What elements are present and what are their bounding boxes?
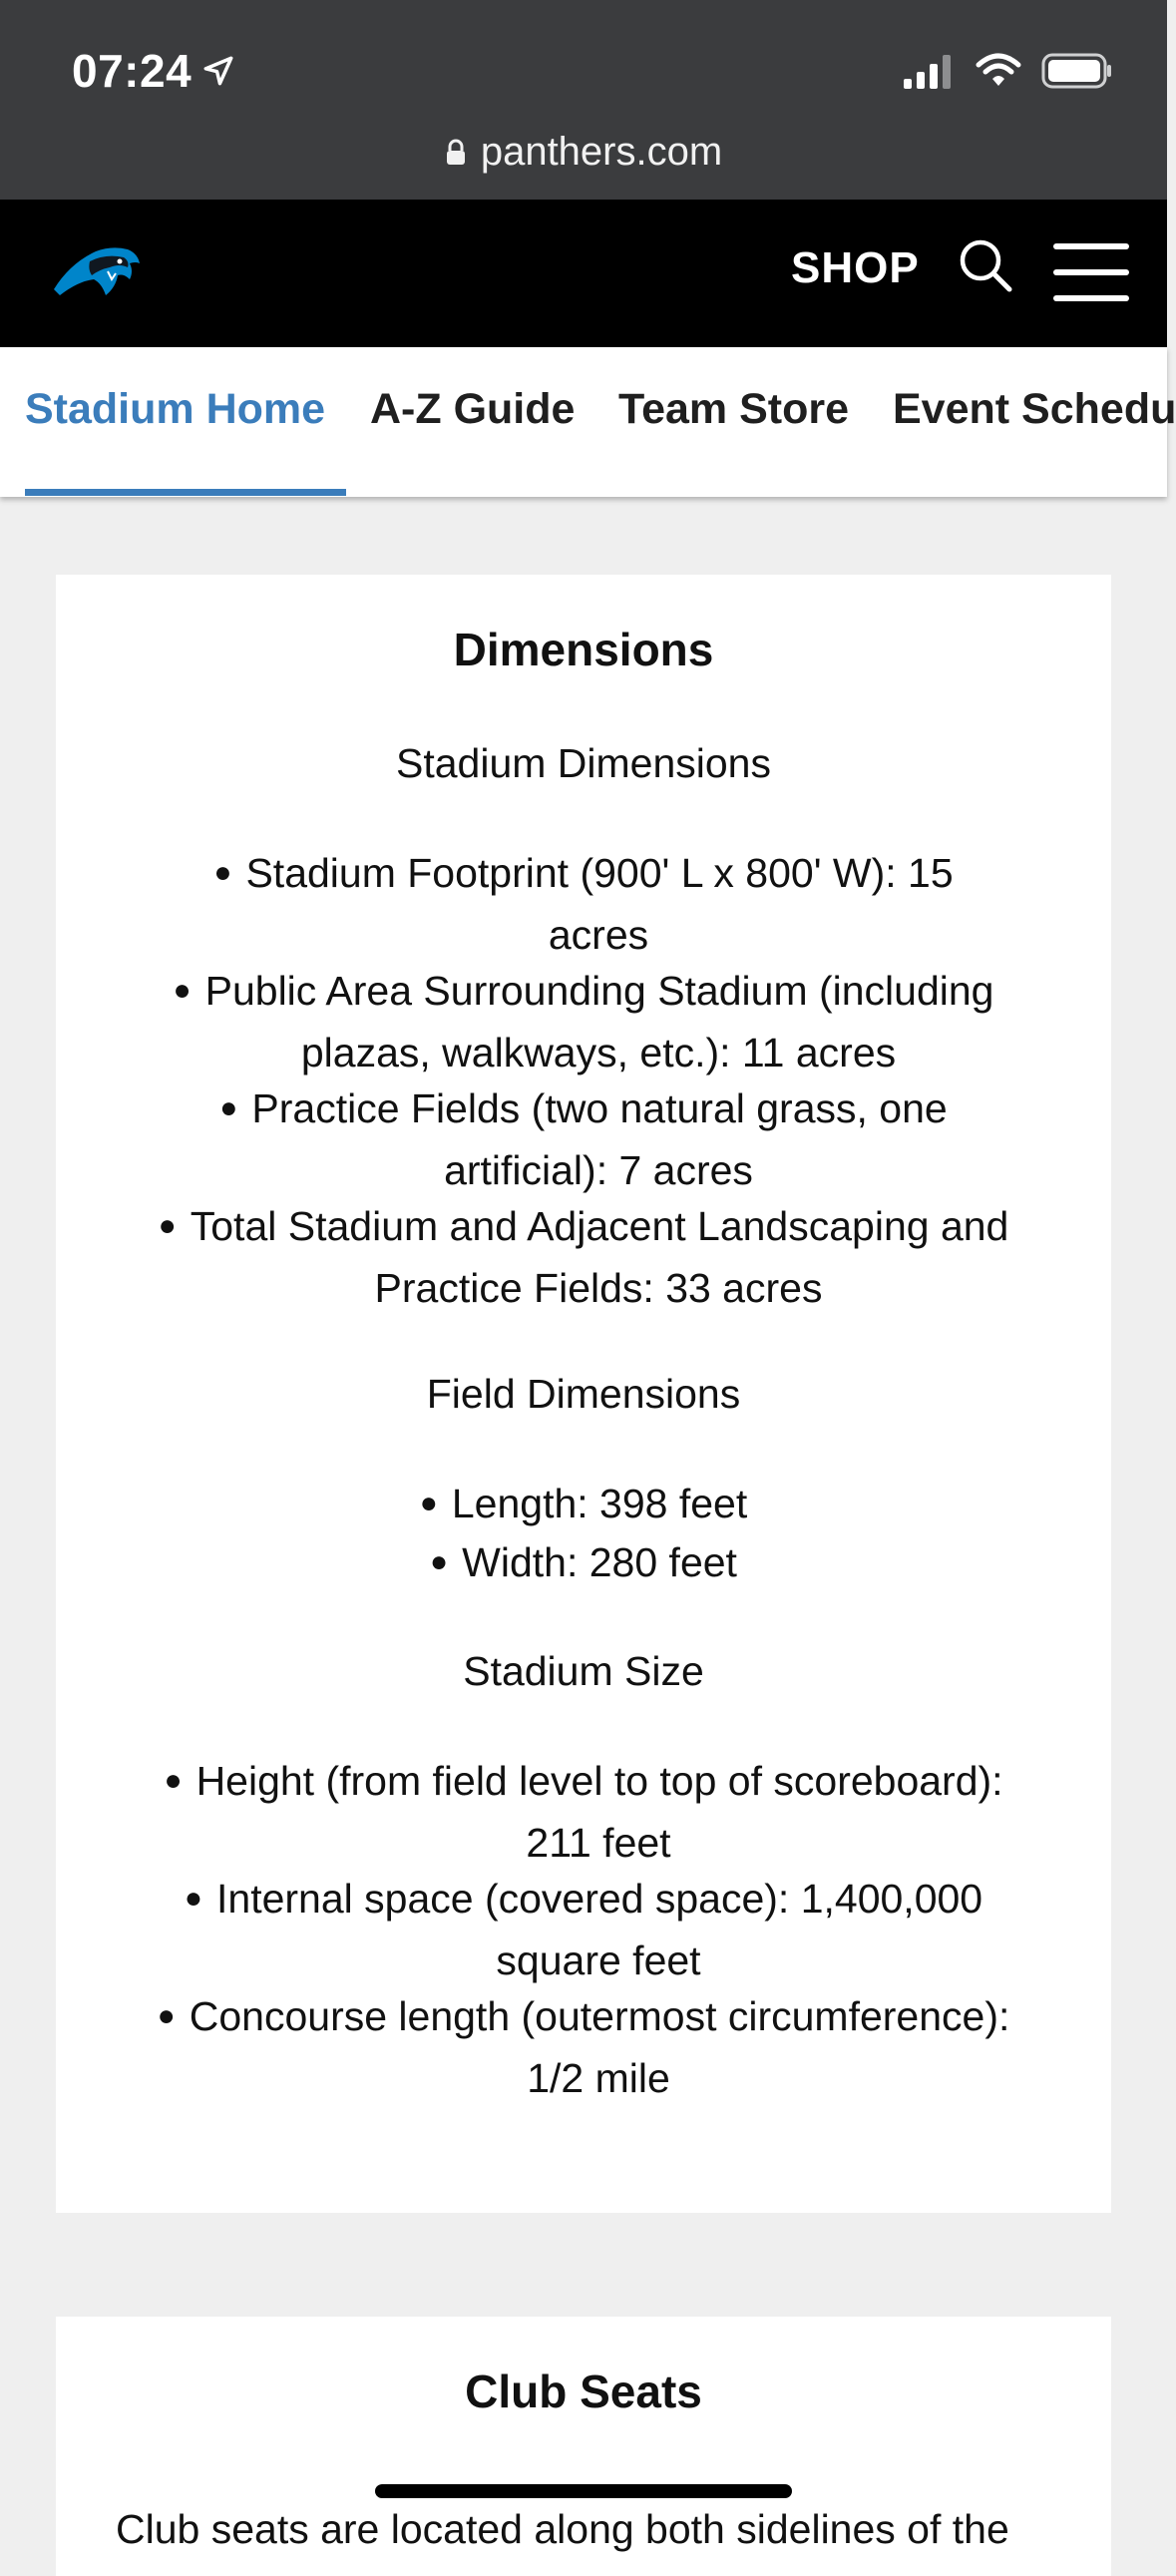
- list-item: [56, 1475, 1111, 1536]
- list-item: [56, 1079, 1111, 1200]
- list-item-text: Length: 398 feet: [451, 1481, 748, 1526]
- hamburger-menu-icon: [1053, 243, 1129, 301]
- search-button[interactable]: [958, 237, 1013, 298]
- list-item-text: 211 feet: [526, 1819, 671, 1866]
- panther-logo-icon: [50, 239, 142, 303]
- active-tab-indicator: [25, 489, 346, 496]
- bullet-icon: ●: [213, 855, 232, 889]
- status-icons: [902, 52, 1113, 90]
- list-item: [56, 1752, 1111, 1873]
- location-arrow-icon: [201, 54, 235, 88]
- list-item-text: artificial): 7 acres: [444, 1146, 753, 1193]
- bullet-icon: ●: [158, 1208, 177, 1242]
- section-heading: Stadium Size: [463, 1648, 704, 1694]
- tab-event-schedule[interactable]: Event Schedu: [893, 385, 1176, 433]
- section-heading: Field Dimensions: [426, 1371, 741, 1417]
- list-item: [56, 962, 1111, 1082]
- tab-stadium-home[interactable]: Stadium Home: [25, 385, 326, 433]
- list-item-line: [56, 1752, 1111, 1814]
- bullet-icon: ●: [164, 1763, 183, 1797]
- list-item-line: [56, 1932, 1111, 1990]
- home-indicator[interactable]: [375, 2484, 792, 2498]
- menu-button[interactable]: [1053, 243, 1129, 306]
- list-item-text: Width: 280 feet: [462, 1539, 737, 1585]
- search-icon: [958, 237, 1013, 293]
- list-item-line: [56, 1197, 1111, 1259]
- list-item-line: [56, 1259, 1111, 1318]
- list-item-line: [56, 962, 1111, 1024]
- status-time: [72, 44, 235, 98]
- card-title: Dimensions: [453, 624, 714, 675]
- section-heading: Stadium Dimensions: [396, 740, 771, 786]
- lock-icon: [445, 139, 467, 167]
- wifi-icon: [976, 53, 1021, 89]
- list-item-line: [56, 906, 1111, 965]
- panthers-logo[interactable]: [50, 239, 142, 308]
- list-item: [56, 1870, 1111, 1990]
- club-seats-text: Club seats are located along both sidelines of the: [116, 2506, 1009, 2552]
- list-item-line: [56, 1141, 1111, 1200]
- url-text: panthers.com: [480, 130, 723, 174]
- list-item-text: Stadium Footprint (900' L x 800' W): 15: [245, 850, 954, 896]
- url-bar[interactable]: [0, 130, 1167, 175]
- list-item-text: Internal space (covered space): 1,400,000: [216, 1876, 983, 1922]
- time-text: 07:24: [72, 45, 193, 97]
- list-item-text: Concourse length (outermost circumference):: [189, 1993, 1010, 2039]
- list-item-text: Total Stadium and Adjacent Landscaping and: [190, 1203, 1009, 1249]
- tab-team-store[interactable]: Team Store: [618, 385, 849, 433]
- shop-link[interactable]: SHOP: [791, 243, 920, 292]
- list-item-text: square feet: [496, 1936, 701, 1983]
- list-item: [56, 1987, 1111, 2108]
- list-item-text: 1/2 mile: [527, 2054, 670, 2101]
- list-item-line: [56, 1987, 1111, 2049]
- card-title: Club Seats: [465, 2365, 702, 2417]
- bullet-icon: ●: [419, 1486, 438, 1519]
- list-item-line: [56, 2049, 1111, 2108]
- list-item-text: Practice Fields: 33 acres: [374, 1264, 823, 1311]
- list-item: [56, 1533, 1111, 1595]
- bullet-icon: ●: [184, 1881, 203, 1915]
- bullet-icon: ●: [219, 1090, 238, 1124]
- club-seats-card: [56, 2317, 1111, 2576]
- bullet-icon: ●: [157, 1998, 176, 2032]
- list-item-line: [56, 1079, 1111, 1141]
- list-item-text: Height (from field level to top of scoreboard):: [196, 1758, 1003, 1804]
- status-bar: [0, 0, 1167, 200]
- signal-icon: [902, 53, 956, 89]
- dimensions-card: [56, 575, 1111, 2213]
- bullet-icon: ●: [430, 1544, 449, 1578]
- list-item-text: plazas, walkways, etc.): 11 acres: [300, 1029, 897, 1075]
- tab-a-z-guide[interactable]: A-Z Guide: [370, 385, 576, 433]
- list-item-text: Public Area Surrounding Stadium (including: [204, 968, 994, 1014]
- list-item-text: Practice Fields (two natural grass, one: [251, 1085, 948, 1131]
- list-item-line: [56, 844, 1111, 906]
- list-item-line: [56, 1533, 1111, 1595]
- list-item-text: acres: [548, 911, 649, 958]
- list-item-line: [56, 1024, 1111, 1082]
- list-item: [56, 1197, 1111, 1318]
- site-header: [0, 200, 1167, 347]
- list-item-line: [56, 1475, 1111, 1536]
- list-item: [56, 844, 1111, 965]
- bullet-icon: ●: [173, 973, 192, 1007]
- list-item-line: [56, 1814, 1111, 1873]
- battery-icon: [1041, 52, 1113, 90]
- stadium-nav-tabs: [0, 347, 1176, 497]
- list-item-line: [56, 1870, 1111, 1932]
